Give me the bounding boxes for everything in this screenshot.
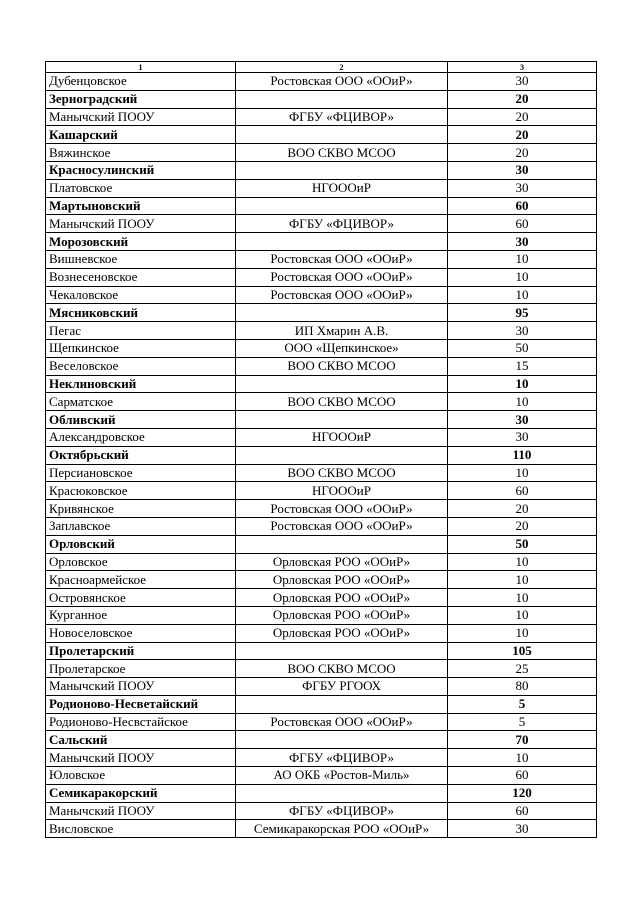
organization-cell [236, 161, 448, 179]
organization-cell [236, 304, 448, 322]
quota-cell: 10 [448, 464, 597, 482]
name-cell: Дубенцовское [46, 73, 236, 91]
district-row [46, 197, 597, 215]
name-cell: Сальский [46, 731, 236, 749]
quota-cell: 10 [448, 749, 597, 767]
name-cell: Обливский [46, 411, 236, 429]
organization-cell: ФГБУ «ФЦИВОР» [236, 108, 448, 126]
organization-cell [236, 126, 448, 144]
name-cell: Юловское [46, 767, 236, 785]
table-row [46, 286, 597, 304]
organization-cell: ВОО СКВО МСОО [236, 660, 448, 678]
quota-cell: 5 [448, 695, 597, 713]
district-row [46, 304, 597, 322]
name-cell: Кашарский [46, 126, 236, 144]
name-cell: Вишневское [46, 250, 236, 268]
name-cell: Морозовский [46, 233, 236, 251]
quota-cell: 10 [448, 250, 597, 268]
name-cell: Вознесеновское [46, 268, 236, 286]
organization-cell [236, 197, 448, 215]
organization-cell: НГОООиР [236, 482, 448, 500]
name-cell: Родионово-Несветайский [46, 695, 236, 713]
organization-cell: Ростовская ООО «ООиР» [236, 517, 448, 535]
organization-cell: ВОО СКВО МСОО [236, 357, 448, 375]
organization-cell: ФГБУ «ФЦИВОР» [236, 215, 448, 233]
quota-cell: 20 [448, 90, 597, 108]
organization-cell: ООО «Щепкинское» [236, 339, 448, 357]
organization-cell: ИП Хмарин А.В. [236, 322, 448, 340]
name-cell: Островянское [46, 589, 236, 607]
organization-cell: Орловская РОО «ООиР» [236, 571, 448, 589]
column-number-3: 3 [448, 62, 597, 73]
quota-cell: 30 [448, 428, 597, 446]
name-cell: Манычский ПООУ [46, 215, 236, 233]
quota-cell: 20 [448, 108, 597, 126]
name-cell: Зерноградский [46, 90, 236, 108]
name-cell: Орловский [46, 535, 236, 553]
organization-cell: Ростовская ООО «ООиР» [236, 268, 448, 286]
table-row [46, 250, 597, 268]
name-cell: Курганное [46, 606, 236, 624]
quota-cell: 10 [448, 268, 597, 286]
name-cell: Пролетарский [46, 642, 236, 660]
column-number-2: 2 [236, 62, 448, 73]
table-row [46, 713, 597, 731]
name-cell: Заплавское [46, 517, 236, 535]
name-cell: Неклиновский [46, 375, 236, 393]
district-row [46, 375, 597, 393]
name-cell: Веселовское [46, 357, 236, 375]
quota-cell: 60 [448, 767, 597, 785]
quota-cell: 50 [448, 339, 597, 357]
organization-cell: НГОООиР [236, 428, 448, 446]
organization-cell [236, 642, 448, 660]
organization-cell [236, 375, 448, 393]
name-cell: Пролетарское [46, 660, 236, 678]
district-row [46, 126, 597, 144]
quota-cell: 60 [448, 482, 597, 500]
name-cell: Щепкинское [46, 339, 236, 357]
organization-cell: Ростовская ООО «ООиР» [236, 713, 448, 731]
name-cell: Чекаловское [46, 286, 236, 304]
organization-cell: Ростовская ООО «ООиР» [236, 73, 448, 91]
district-row [46, 90, 597, 108]
table-row [46, 802, 597, 820]
name-cell: Висловское [46, 820, 236, 838]
table-row [46, 144, 597, 162]
organization-cell: Ростовская ООО «ООиР» [236, 286, 448, 304]
quota-cell: 25 [448, 660, 597, 678]
quota-cell: 10 [448, 624, 597, 642]
organization-cell: Ростовская ООО «ООиР» [236, 500, 448, 518]
quota-cell: 105 [448, 642, 597, 660]
table-row [46, 464, 597, 482]
quota-cell: 50 [448, 535, 597, 553]
name-cell: Красносулинский [46, 161, 236, 179]
table-row [46, 322, 597, 340]
table-row [46, 428, 597, 446]
organization-cell [236, 411, 448, 429]
district-row [46, 161, 597, 179]
table-row [46, 357, 597, 375]
quota-cell: 10 [448, 553, 597, 571]
quota-cell: 20 [448, 126, 597, 144]
organization-cell: ВОО СКВО МСОО [236, 464, 448, 482]
name-cell: Сарматское [46, 393, 236, 411]
name-cell: Манычский ПООУ [46, 802, 236, 820]
table-row [46, 660, 597, 678]
name-cell: Вяжинское [46, 144, 236, 162]
quota-cell: 60 [448, 197, 597, 215]
district-row [46, 535, 597, 553]
quota-cell: 30 [448, 233, 597, 251]
organization-cell [236, 535, 448, 553]
organization-cell: ВОО СКВО МСОО [236, 393, 448, 411]
quota-cell: 30 [448, 411, 597, 429]
organization-cell [236, 90, 448, 108]
name-cell: Новоселовское [46, 624, 236, 642]
table-row [46, 500, 597, 518]
district-row [46, 233, 597, 251]
quota-cell: 20 [448, 144, 597, 162]
name-cell: Манычский ПООУ [46, 749, 236, 767]
table-row [46, 482, 597, 500]
quota-cell: 30 [448, 179, 597, 197]
quota-cell: 30 [448, 73, 597, 91]
quota-cell: 70 [448, 731, 597, 749]
name-cell: Октябрьский [46, 446, 236, 464]
quota-cell: 30 [448, 820, 597, 838]
district-row [46, 446, 597, 464]
name-cell: Платовское [46, 179, 236, 197]
table-row [46, 517, 597, 535]
quota-cell: 20 [448, 500, 597, 518]
district-row [46, 784, 597, 802]
table-row [46, 215, 597, 233]
table-row [46, 268, 597, 286]
quota-cell: 5 [448, 713, 597, 731]
quota-cell: 10 [448, 589, 597, 607]
quota-cell: 10 [448, 393, 597, 411]
organization-cell: Орловская РОО «ООиР» [236, 589, 448, 607]
table-row [46, 767, 597, 785]
district-row [46, 695, 597, 713]
table-row [46, 624, 597, 642]
quota-cell: 110 [448, 446, 597, 464]
table-row [46, 749, 597, 767]
organization-cell: ФГБУ «ФЦИВОР» [236, 749, 448, 767]
district-row [46, 411, 597, 429]
quota-cell: 10 [448, 375, 597, 393]
table-row [46, 606, 597, 624]
table-row [46, 108, 597, 126]
organization-cell: ФГБУ «ФЦИВОР» [236, 802, 448, 820]
quota-cell: 120 [448, 784, 597, 802]
district-row [46, 642, 597, 660]
allocation-table [45, 61, 597, 838]
organization-cell: Семикаракорская РОО «ООиР» [236, 820, 448, 838]
name-cell: Мартыновский [46, 197, 236, 215]
name-cell: Семикаракорский [46, 784, 236, 802]
district-row [46, 731, 597, 749]
name-cell: Манычский ПООУ [46, 108, 236, 126]
organization-cell [236, 446, 448, 464]
quota-cell: 10 [448, 606, 597, 624]
table-row [46, 589, 597, 607]
quota-cell: 15 [448, 357, 597, 375]
table-row [46, 339, 597, 357]
organization-cell: Ростовская ООО «ООиР» [236, 250, 448, 268]
quota-cell: 10 [448, 286, 597, 304]
organization-cell [236, 695, 448, 713]
table-row [46, 179, 597, 197]
organization-cell: Орловская РОО «ООиР» [236, 606, 448, 624]
organization-cell: НГОООиР [236, 179, 448, 197]
quota-cell: 95 [448, 304, 597, 322]
quota-cell: 30 [448, 161, 597, 179]
quota-cell: 60 [448, 802, 597, 820]
organization-cell [236, 233, 448, 251]
organization-cell: АО ОКБ «Ростов-Миль» [236, 767, 448, 785]
table-row [46, 553, 597, 571]
name-cell: Красюковское [46, 482, 236, 500]
quota-cell: 80 [448, 678, 597, 696]
table-row [46, 393, 597, 411]
table-row [46, 678, 597, 696]
table-row [46, 571, 597, 589]
name-cell: Мясниковский [46, 304, 236, 322]
quota-cell: 30 [448, 322, 597, 340]
organization-cell: Орловская РОО «ООиР» [236, 624, 448, 642]
table-row [46, 73, 597, 91]
name-cell: Красноармейское [46, 571, 236, 589]
column-number-1: 1 [46, 62, 236, 73]
quota-cell: 20 [448, 517, 597, 535]
table-row [46, 820, 597, 838]
organization-cell [236, 784, 448, 802]
name-cell: Персиановское [46, 464, 236, 482]
organization-cell: Орловская РОО «ООиР» [236, 553, 448, 571]
quota-cell: 60 [448, 215, 597, 233]
organization-cell: ВОО СКВО МСОО [236, 144, 448, 162]
name-cell: Пегас [46, 322, 236, 340]
name-cell: Александровское [46, 428, 236, 446]
name-cell: Кривянское [46, 500, 236, 518]
name-cell: Родионово-Несвстайское [46, 713, 236, 731]
table-body [46, 62, 597, 838]
organization-cell: ФГБУ РГООХ [236, 678, 448, 696]
column-number-row [46, 62, 597, 73]
name-cell: Манычский ПООУ [46, 678, 236, 696]
quota-cell: 10 [448, 571, 597, 589]
name-cell: Орловское [46, 553, 236, 571]
organization-cell [236, 731, 448, 749]
